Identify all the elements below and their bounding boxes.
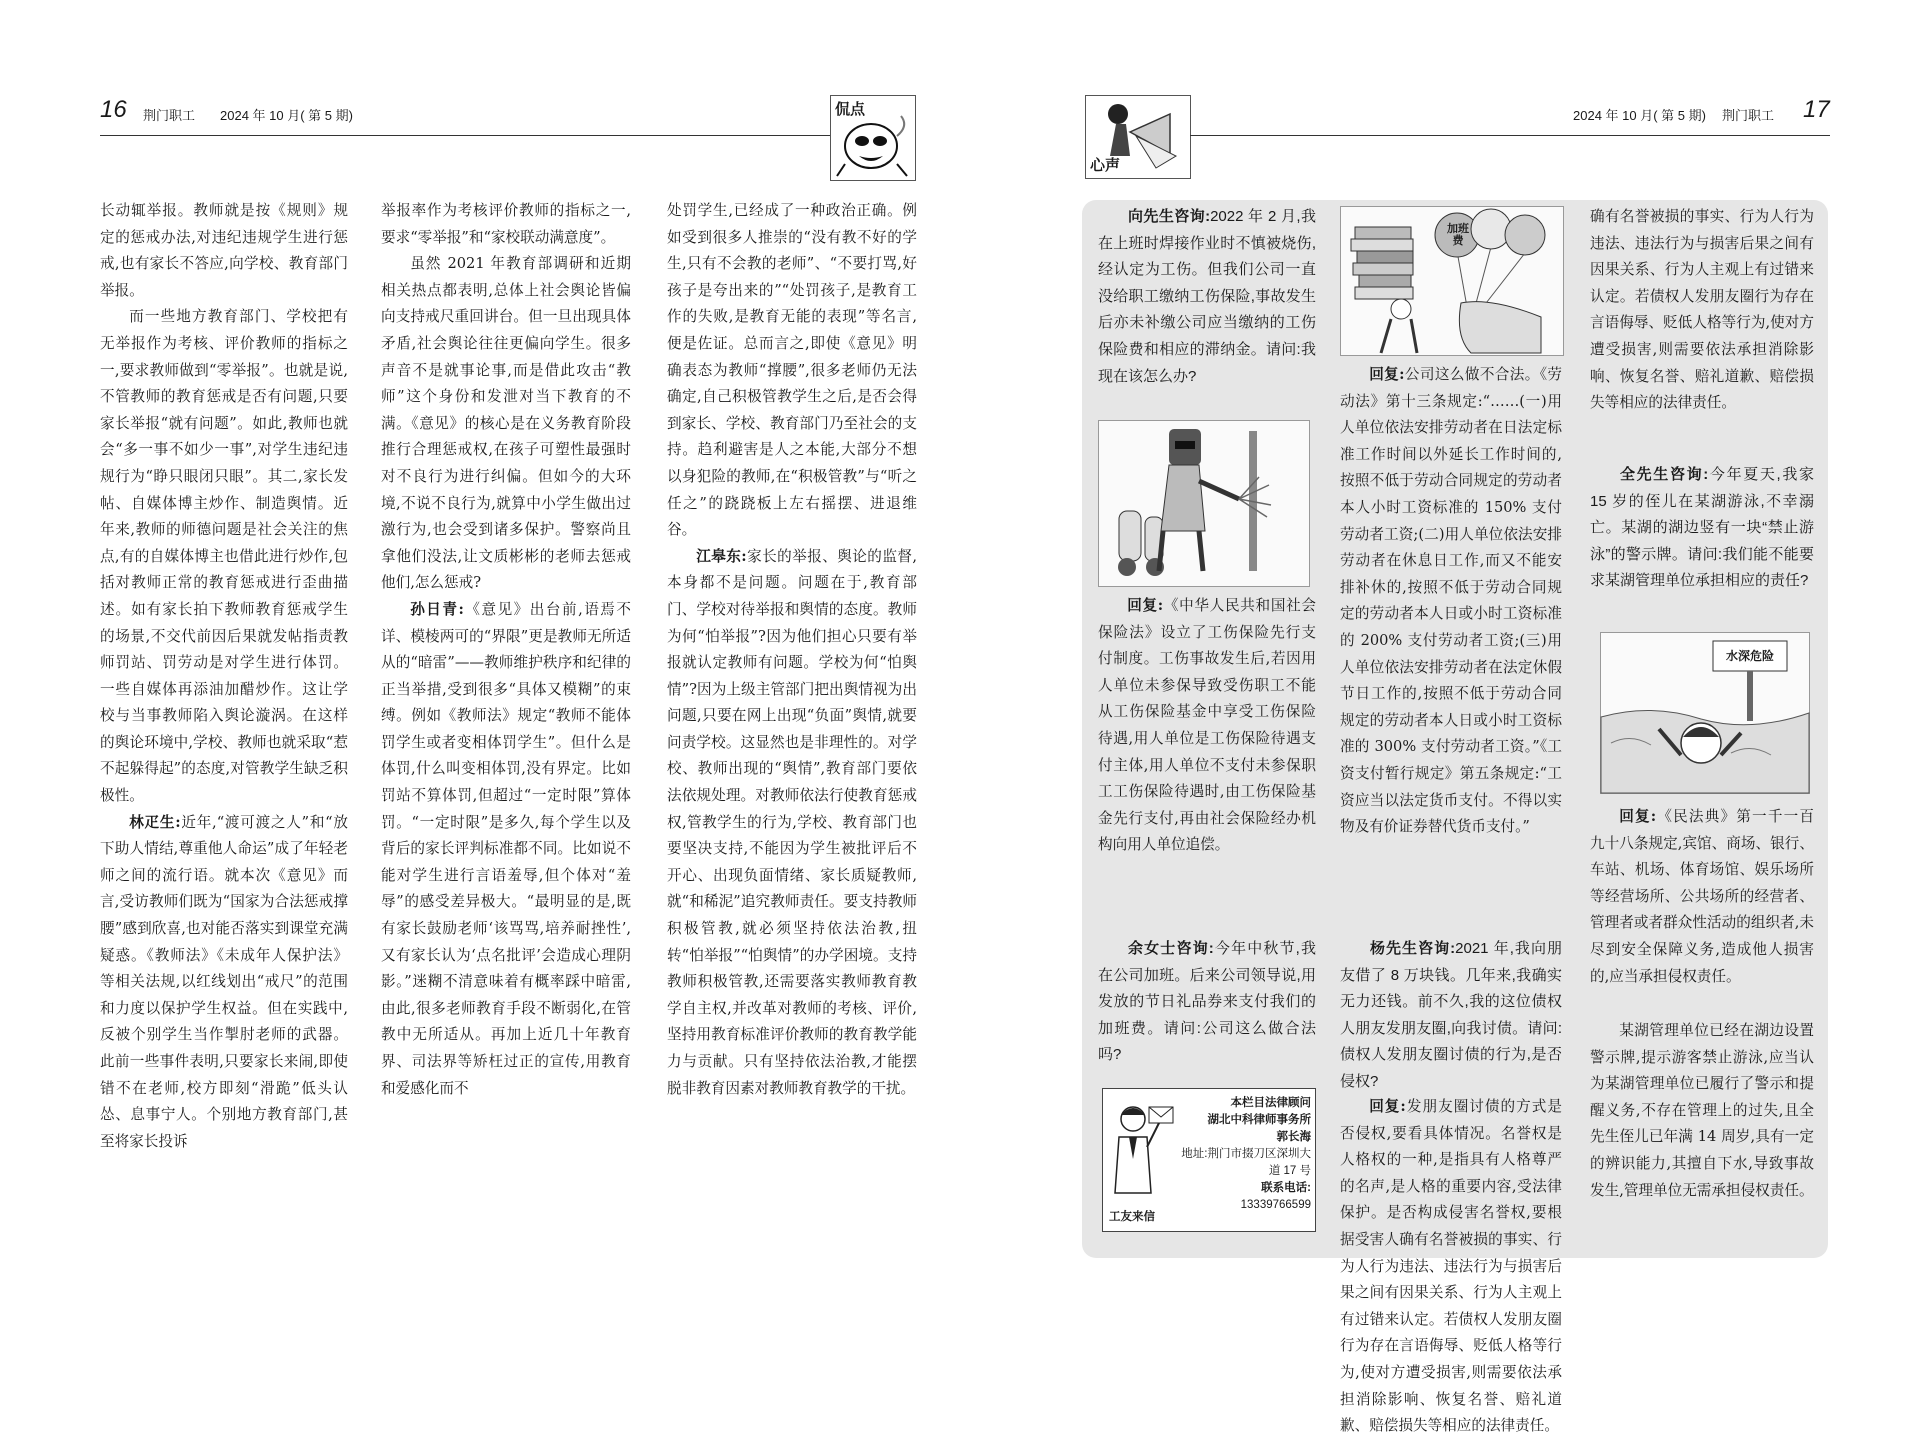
overtime-pay-illustration	[1340, 206, 1564, 356]
paragraph-lin: 林疋生:近年,“渡可渡之人”和“放下助人情结,尊重他人命运”成了年轻老师之间的流行语。就本次《意见》而言,受访教师们既为“国家为合法惩戒撑腰”感到欣喜,也对能否落实到课堂充满疑惑。《教师法》《未成年人保护法》等相关法规,以红线划出“戒尺”的范围和力度以保护学生权益。但在实践中,反被个别学生当作掣肘老师的武器。此前一些事件表明,只要家长来闹,即使错不在老师,校方即刻“滑跪”低头认怂、息事宁人。个别地方教育部门,甚至将家长投诉	[100, 813, 348, 1150]
paragraph: 处罚学生,已经成了一种政治正确。例如受到很多人推崇的“没有教不好的学生,只有不会教的老师”、“不要打骂,好孩子是夸出来的”“处罚孩子,是教育工作的失败,是教育无能的表现”等名言,便是佐证。总而言之,即使《意见》明确表态为教师“撑腰”,很多老师仍无法确定,自己积极管教学生之后,是否会得到家长、学校、教育部门乃至社会的支持。趋利避害是人之本能,大部分不想以身犯险的教师,在“积极管教”与“听之任之”的跷跷板上左右摇摆、进退维谷。	[667, 202, 917, 539]
asker-name: 全先生咨询:	[1620, 466, 1709, 483]
question-text: 2022 年 2 月,我在上班时焊接作业时不慎被烧伤,经认定为工伤。但我们公司一直没给职工缴纳工伤保险,事故发生后亦未补缴公司应当缴纳的工伤保险费和相应的滞纳金。请问:我现在该怎么办?	[1098, 208, 1316, 385]
page-number-left: 16	[100, 96, 127, 123]
address-text: 荆门市掇刀区深圳大道 17 号	[1207, 1148, 1311, 1177]
left-column-2	[381, 198, 631, 1263]
law-box-title: 本栏目法律顾问	[1230, 1097, 1311, 1109]
reply-text: 《中华人民共和国社会保险法》设立了工伤保险先行支付制度。工伤事故发生后,若因用人单位未参保导致受伤职工不能从工伤保险基金中享受工伤保险待遇,用人单位是工伤保险待遇支付主体,用人单位不支付未参保职工工伤保险待遇时,由工伤保险基金先行支付,再由社会保险经办机构向用人单位追偿。	[1098, 597, 1316, 854]
speaker-name: 林疋生:	[129, 813, 181, 831]
issue-date-right: 2024 年 10 月( 第 5 期)	[1573, 108, 1706, 123]
worker-letter-icon	[1109, 1097, 1175, 1207]
q2-question	[1098, 936, 1316, 1076]
reply-text-continued: 确有名誉被损的事实、行为人行为违法、违法行为与损害后果之间有因果关系、行为人主观上有过错来认定。若债权人发朋友圈行为存在言语侮辱、贬低人格等行为,使对方遭受损害,则需要依法承担消除影响、恢复名誉、赔礼道歉、赔偿损失等相应的法律责任。	[1590, 208, 1814, 412]
reply-label: 回复:	[1127, 597, 1164, 614]
asker-name: 向先生咨询:	[1128, 208, 1211, 225]
column-logo-kandian	[830, 95, 916, 181]
left-column-3	[667, 198, 917, 1263]
reply-text: 公司这么做不合法。《劳动法》第十三条规定:“……(一)用人单位依法安排劳动者在日法定标准工作时间以外延长工作时间的,按照不低于劳动合同规定的劳动者本人小时工资标准的 150% 支付劳动者工资;(二)用人单位依法安排劳动者在休息日工作,而又不能安排补休的,按照不低于劳动合同规定的劳动者本人日或小时工资标准的 200% 支付劳动者工资;(三)用人单位依法安排劳动者在法定休假节日工作的,按照不低于劳动合同规定的劳动者本人日或小时工资标准的 300% 支付劳动者工资。”《工资支付暂行规定》第五条规定:“工资应当以法定货币支付。不得以实物及有价证券替代货币支付。”	[1340, 366, 1563, 836]
law-firm-name: 湖北中科律师事务所	[1207, 1114, 1311, 1126]
lawyer-name: 郭长海	[1276, 1131, 1311, 1143]
reply-label: 回复:	[1369, 1098, 1406, 1115]
column-logo-xinsheng	[1085, 95, 1191, 179]
issue-date-left: 2024 年 10 月( 第 5 期)	[220, 108, 353, 123]
cartoon-face-icon	[831, 96, 915, 180]
q1-question	[1098, 204, 1316, 414]
reply-text: 发朋友圈讨债的方式是否侵权,要看具体情况。名誉权是人格权的一种,是指具有人格尊严的名声,是人格的重要内容,受法律保护。是否构成侵害名誉权,要根据受害人确有名誉被损的事实、行为人行为违法、违法行为与损害后果之间有因果关系、行为人主观上有过错来认定。若债权人发朋友圈行为存在言语侮辱、贬低人格等行为,使对方遭受损害,则需要依法承担消除影响、恢复名誉、赔礼道歉、赔偿损失等相应的法律责任。	[1340, 1098, 1562, 1435]
speaker-name: 孙日青:	[410, 600, 464, 618]
publication-name-right: 荆门职工	[1722, 108, 1775, 123]
paragraph-sun: 孙日青:《意见》出台前,语焉不详、模棱两可的“界限”更是教师无所适从的“暗雷”——教师维护秩序和纪律的正当举措,受到很多“具体又模糊”的束缚。例如《教师法》规定“教师不能体罚学生或者变相体罚学生”。但什么是体罚,什么叫变相体罚,没有界定。比如罚站不算体罚,但超过“一定时限”算体罚。“一定时限”是多久,每个学生以及背后的家长评判标准都不同。比如说不能对学生进行言语羞辱,但个体对“羞辱”的感受差异极大。“最明显的是,既有家长鼓励老师‘该骂骂,培养耐挫性’,又有家长认为‘点名批评’会造成心理阴影。”迷糊不清意味着有概率踩中暗雷,由此,很多老师教育手段不断弱化,在管教中无所适从。再加上近几十年教育界、司法界等矫枉过正的宣传,用教育和爱感化而不	[381, 600, 632, 1097]
header-rule-left	[100, 135, 835, 136]
reply-label: 回复:	[1619, 808, 1657, 825]
q2-reply	[1340, 362, 1562, 907]
paragraph-jiang: 江皋东:家长的举报、舆论的监督,本身都不是问题。问题在于,教育部门、学校对待举报和舆情的态度。教师为何“怕举报”?因为他们担心只要有举报就认定教师有问题。学校为何“怕舆情”?因为上级主管部门把出舆情视为出问题,只要在网上出现“负面”舆情,就要问责学校。这显然也是非理性的。对学校、教师出现的“舆情”,教育部门要依法依规处理。对教师依法行使教育惩戒权,管教学生的行为,学校、教育部门也要坚决支持,不能因为学生被批评后不开心、出现负面情绪、家长质疑教师,就“和稀泥”追究教师责任。要支持教师积极管教,就必须坚持依法治教,扭转“怕举报”“怕舆情”的办学困境。支持教师积极管教,还需要落实教师教育教学自主权,并改革对教师的考核、评价,坚持用教育标准评价教师的教育教学能力与贡献。只有坚持依法治教,才能摆脱非教育因素对教师教育教学的干扰。	[667, 547, 918, 1097]
reply-label: 回复:	[1369, 366, 1405, 383]
legal-adviser-box	[1102, 1088, 1316, 1232]
publication-name-left: 荆门职工	[143, 108, 196, 123]
page-number-right: 17	[1803, 96, 1830, 123]
paragraph: 举报率作为考核评价教师的指标之一,要求“零举报”和“家校联动满意度”。	[381, 202, 631, 246]
speaker-name: 江皋东:	[696, 547, 747, 565]
asker-name: 余女士咨询:	[1128, 940, 1214, 957]
welder-icon	[1099, 421, 1309, 586]
question-text: 今年夏天,我家 15 岁的侄儿在某湖游泳,不幸溺亡。某湖的湖边竖有一块“禁止游泳”的警示牌。请问:我们能不能要求某湖管理单位承担相应的责任?	[1590, 466, 1815, 590]
q1-reply	[1098, 593, 1316, 913]
paragraph: 虽然 2021 年教育部调研和近期相关热点都表明,总体上社会舆论皆偏向支持戒尺重回讲台。但一旦出现具体矛盾,社会舆论往往更偏向学生。很多声音不是就事论事,而是借此攻击“教师”这个身份和发泄对当下教育的不满。《意见》的核心是在义务教育阶段推行合理惩戒权,在孩子可塑性最强时对不良行为进行纠偏。但如今的大环境,不说不良行为,就算中小学生做出过激行为,也会受到诸多保护。警察尚且拿他们没法,让文质彬彬的老师去惩戒他们,怎么惩戒?	[381, 255, 631, 592]
asker-name: 杨先生咨询:	[1370, 940, 1456, 957]
q3-question	[1340, 936, 1562, 1090]
q3-reply	[1340, 1094, 1562, 1435]
header-rule-right	[1190, 135, 1830, 136]
reply-text-2: 某湖管理单位已经在湖边设置警示牌,提示游客禁止游泳,应当认为某湖管理单位已履行了警示和提醒义务,不存在管理上的过失,且全先生侄儿已年满 14 周岁,具有一定的辨识能力,其擅自下水,导致事故发生,管理单位无需承担侵权责任。	[1590, 1022, 1814, 1199]
q4-reply-2	[1590, 1018, 1814, 1254]
welder-illustration	[1098, 420, 1310, 587]
phone-label: 联系电话:	[1261, 1182, 1311, 1194]
balloon-icon	[1501, 213, 1549, 259]
paragraph: 长动辄举报。教师就是按《规则》规定的惩戒办法,对违纪违规学生进行惩戒,也有家长不答应,向学校、教育部门举报。	[100, 202, 348, 299]
paragraph: 而一些地方教育部门、学校把有无举报作为考核、评价教师的指标之一,要求教师做到“零举报”。也就是说,不管教师的教育惩戒是否有问题,只要家长举报“就有问题”。如此,教师也就会“多一事不如少一事”,对学生违纪违规行为“睁只眼闭只眼”。其二,家长发帖、自媒体博主炒作、制造舆情。近年来,教师的师德问题是社会关注的焦点,有的自媒体博主也借此进行炒作,包括对教师正常的教育惩戒进行歪曲描述。如有家长拍下教师教育惩戒学生的场景,不交代前因后果就发帖指责教师罚站、罚劳动是对学生进行体罚。一些自媒体再添油加醋炒作。这让学校与当事教师陷入舆论漩涡。在这样的舆论环境中,学校、教师也就采取“惹不起躲得起”的态度,对管教学生缺乏积极性。	[100, 308, 348, 805]
reply-text: 《民法典》第一千一百九十八条规定,宾馆、商场、银行、车站、机场、体育场馆、娱乐场所等经营场所、公共场所的经营者、管理者或者群众性活动的组织者,未尽到安全保障义务,造成他人损害的,应当承担侵权责任。	[1590, 808, 1814, 985]
q4-question	[1590, 462, 1814, 622]
law-box-caption: 工友来信	[1109, 1211, 1155, 1223]
phone-number: 13339766599	[1240, 1199, 1311, 1211]
q4-reply	[1590, 804, 1814, 1024]
balloon-label: 加班费	[1447, 223, 1469, 247]
column-logo-text: 侃点	[835, 101, 866, 118]
question-text: 2021 年,我向朋友借了 8 万块钱。几年来,我确实无力还钱。前不久,我的这位债权人朋友发朋友圈,向我讨债。请问:债权人发朋友圈讨债的行为,是否侵权?	[1340, 940, 1562, 1090]
address-label: 地址:	[1181, 1148, 1208, 1160]
q3-reply-continued	[1590, 204, 1814, 436]
warning-sign-text: 水深危险	[1725, 649, 1774, 663]
drowning-illustration	[1600, 632, 1810, 794]
column-logo-text: 心声	[1090, 157, 1121, 174]
left-column-1	[100, 198, 348, 1263]
question-text: 今年中秋节,我在公司加班。后来公司领导说,用发放的节日礼品券来支付我们的加班费。请问:公司这么做合法吗?	[1098, 940, 1317, 1064]
